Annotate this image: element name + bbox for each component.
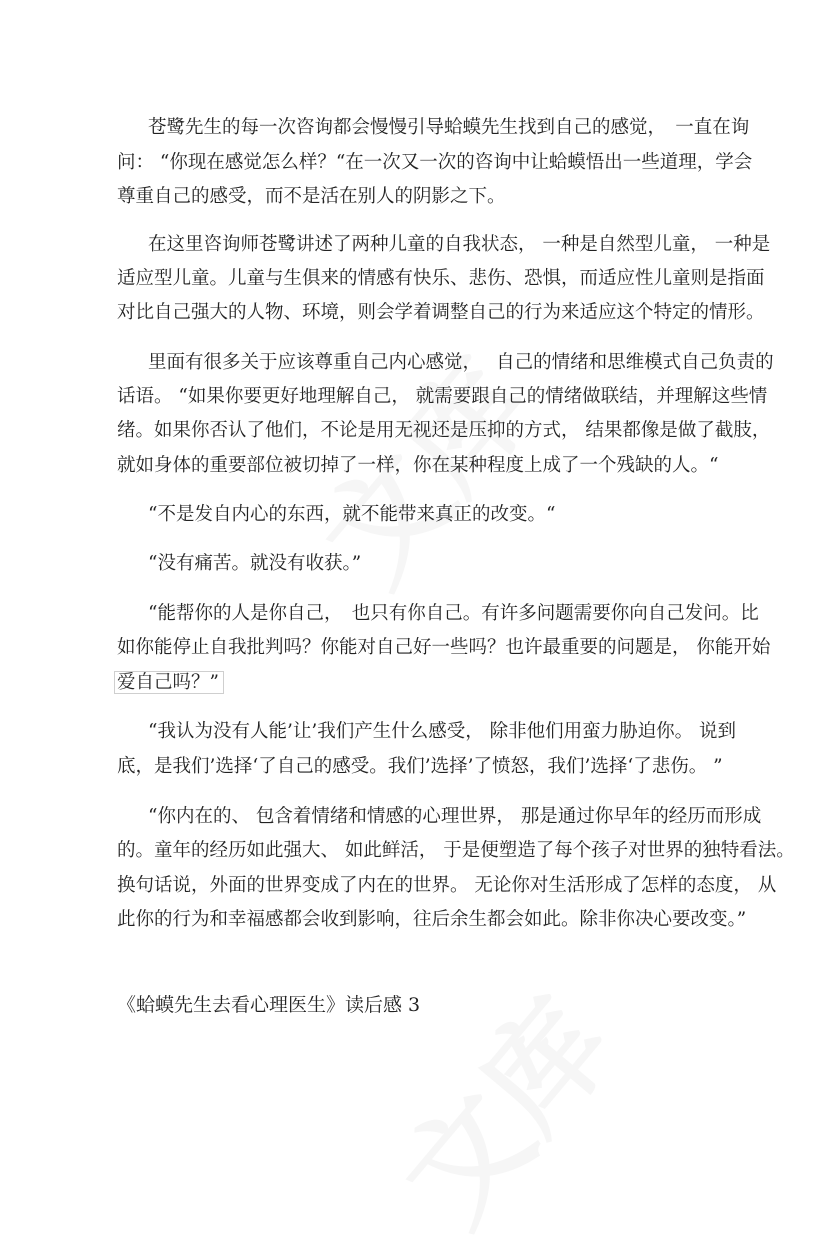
text-line: “没有痛苦。就没有收获。” <box>148 553 362 574</box>
text-line: 此你的行为和幸福感都会收到影响，往后余生都会如此。除非你决心要改变。” <box>117 909 747 930</box>
text-line: 适应型儿童。儿童与生俱来的情感有快乐、悲伤、恐惧，而适应性儿童则是指面 <box>117 268 765 289</box>
text-line: 绪。如果你否认了他们，不论是用无视还是压抑的方式， 结果都像是做了截肢， <box>117 420 771 441</box>
text-line: 的。童年的经历如此强大、 如此鲜活， 于是便塑造了每个孩子对世界的独特看法。 <box>117 840 795 861</box>
text-line: 换句话说，外面的世界变成了内在的世界。 无论你对生活形成了怎样的态度， 从 <box>117 875 777 896</box>
text-line: 如你能停止自我批判吗？你能对自己好一些吗？也许最重要的问题是， 你能开始 <box>117 637 771 658</box>
text-line: 就如身体的重要部位被切掉了一样，你在某种程度上成了一个残缺的人。“ <box>117 455 719 476</box>
text-line: 话语。 “如果你要更好地理解自己， 就需要跟自己的情绪做联结，并理解这些情 <box>117 386 768 407</box>
text-line: 底，是我们’选择‘了自己的感受。我们’选择’了愤怒，我们’选择‘了悲伤。 ” <box>117 756 723 777</box>
text-line: “你内在的、 包含着情绪和情感的心理世界， 那是通过你早年的经历而形成 <box>148 806 762 827</box>
text-line: 苍鹭先生的每一次咨询都会慢慢引导蛤蟆先生找到自己的感觉， 一直在询 <box>148 117 750 138</box>
highlighted-text: 爱自己吗？” <box>114 671 224 694</box>
text-line: “不是发自内心的东西，就不能带来真正的改变。“ <box>148 504 556 525</box>
text-line: 问： “你现在感觉怎么样？“在一次又一次的咨询中让蛤蟆悟出一些道理，学会 <box>117 152 753 173</box>
text-line: 里面有很多关于应该尊重自己内心感觉， 自己的情绪和思维模式自己负责的 <box>148 352 774 373</box>
text-line: “能帮你的人是你自己， 也只有你自己。有许多问题需要你向自己发问。比 <box>148 603 759 624</box>
text-line: 对比自己强大的人物、环境，则会学着调整自己的行为来适应这个特定的情形。 <box>117 302 765 323</box>
text-line: “我认为没有人能’让’我们产生什么感受， 除非他们用蛮力胁迫你。 说到 <box>148 721 736 742</box>
section-title: 《蛤蟆先生去看心理医生》读后感 3 <box>117 994 421 1016</box>
text-line: 尊重自己的感受，而不是活在别人的阴影之下。 <box>117 186 506 207</box>
text-line: 在这里咨询师苍鹭讲述了两种儿童的自我状态， 一种是自然型儿童， 一种是 <box>148 234 771 255</box>
text-line <box>117 671 224 695</box>
